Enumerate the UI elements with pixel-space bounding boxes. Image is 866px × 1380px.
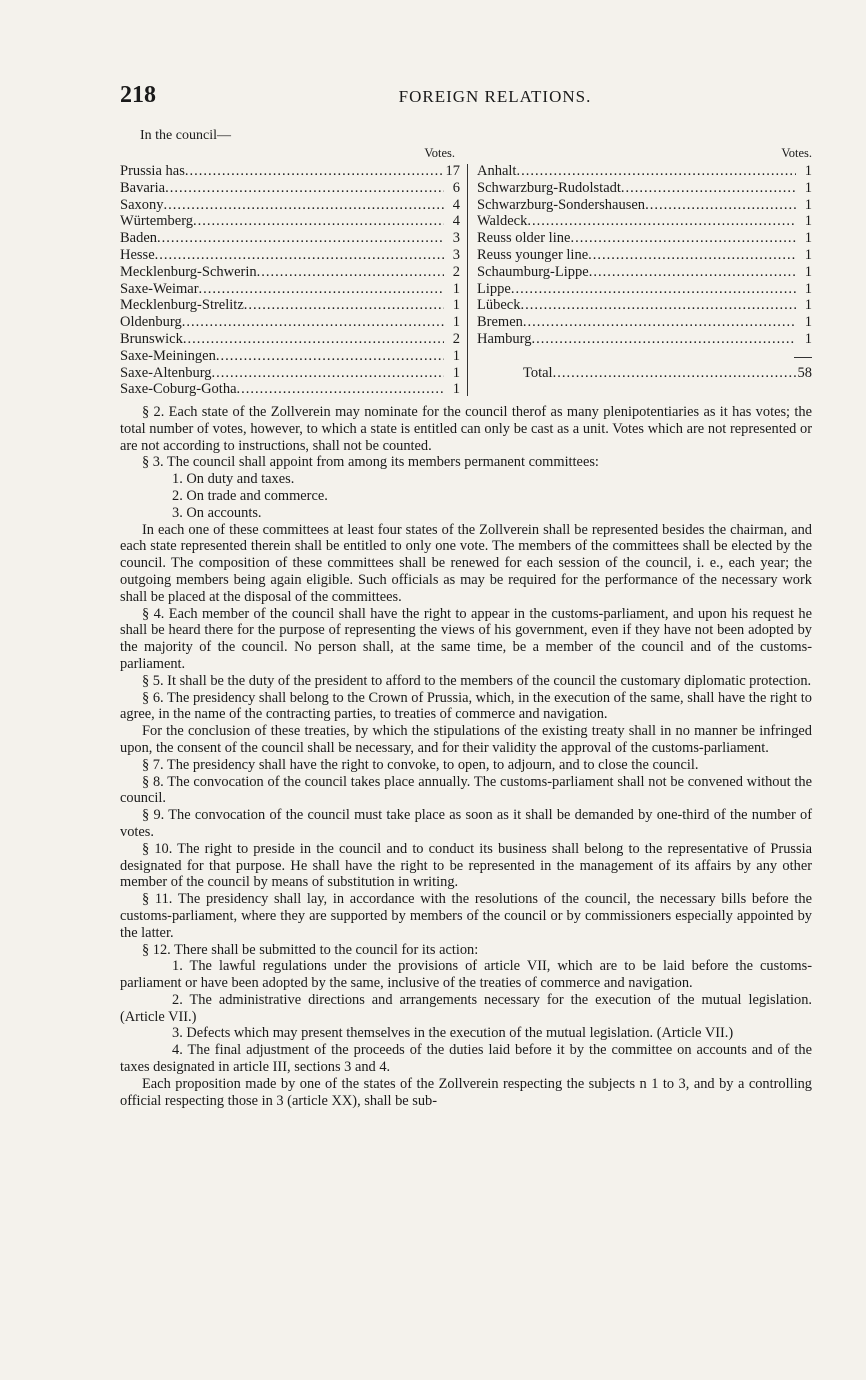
leader-dots <box>212 365 444 382</box>
leader-dots <box>589 264 796 281</box>
state-vote-row <box>477 213 812 230</box>
running-title: FOREIGN RELATIONS. <box>398 87 592 106</box>
state-name: Hesse <box>120 246 155 263</box>
vote-count: 1 <box>804 297 812 314</box>
state-vote-row <box>477 230 812 247</box>
votes-column-header: Votes. <box>424 146 455 160</box>
paragraph: 3. Defects which may present themselves in the execution of the mutual legislation. (Article VII.) <box>172 1025 734 1042</box>
leader-dots <box>164 197 445 214</box>
state-vote-row <box>477 163 812 180</box>
state-name: Baden <box>120 230 158 247</box>
state-name: Reuss older line <box>477 230 571 247</box>
state-name: Mecklenburg-Schwerin <box>120 263 257 280</box>
list-item: 2. On trade and commerce. <box>172 487 328 504</box>
vote-count: 1 <box>804 179 812 196</box>
leader-dots <box>645 197 796 214</box>
total-votes: 58 <box>797 364 812 381</box>
vote-count: 1 <box>804 230 812 247</box>
leader-dots <box>553 365 796 382</box>
leader-dots <box>516 163 796 180</box>
total-label: Total <box>523 364 553 381</box>
paragraph: § 2. Each state of the Zollverein may nominate for the council therof as many plenipotentiaries as it has votes; the total number of votes, however, to which a state is entitled can only be cast as a unit. Votes which are not represented or are not according to instructions, shall not be counted. <box>120 404 812 454</box>
paragraph: For the conclusion of these treaties, by which the stipulations of the existing treaty shall in no manner be infringed upon, the consent of the council shall be necessary, and for their validity the approval of the customs-parliament. <box>120 723 812 756</box>
leader-dots <box>621 180 796 197</box>
leader-dots <box>182 314 444 331</box>
state-name: Bavaria <box>120 179 166 196</box>
vote-count: 2 <box>452 263 460 280</box>
paragraph: § 5. It shall be the duty of the president to afford to the members of the council the customary diplomatic protection. <box>142 672 812 689</box>
state-name: Brunswick <box>120 330 183 347</box>
state-name: Würtemberg <box>120 213 194 230</box>
vote-count: 1 <box>804 213 812 230</box>
state-name: Saxe-Weimar <box>120 280 199 297</box>
vote-count: 4 <box>452 196 460 213</box>
vote-count: 4 <box>452 213 460 230</box>
leader-dots <box>155 247 444 264</box>
leader-dots <box>199 281 444 298</box>
vote-count: 1 <box>452 347 460 364</box>
votes-column-left <box>120 146 460 398</box>
vote-count: 1 <box>452 364 460 381</box>
vote-count: 3 <box>452 230 460 247</box>
leader-dots <box>570 230 796 247</box>
vote-count: 1 <box>804 280 812 297</box>
vote-count: 2 <box>452 330 460 347</box>
vote-count: 17 <box>445 163 460 179</box>
leader-dots <box>532 331 796 348</box>
leader-dots <box>165 180 444 197</box>
paragraph: § 3. The council shall appoint from among its members permanent committees: <box>142 454 599 471</box>
state-vote-row <box>120 197 460 214</box>
state-name: Saxe-Coburg-Gotha <box>120 381 237 398</box>
vote-count: 1 <box>804 163 812 179</box>
state-name: Bremen <box>477 314 523 331</box>
state-name: Prussia has <box>120 163 185 179</box>
state-vote-row <box>120 314 460 331</box>
leader-dots <box>244 297 444 314</box>
paragraph: § 7. The presidency shall have the right to convoke, to open, to adjourn, and to close the council. <box>142 756 699 773</box>
state-name: Schwarzburg-Sondershausen <box>477 196 646 213</box>
state-vote-row <box>120 264 460 281</box>
vote-count: 1 <box>804 246 812 263</box>
paragraph: § 10. The right to preside in the council and to conduct its business shall belong to the representative of Prussia designated for that purpose. He shall have the right to be represented in the management of its affairs by any other member of the council by means of substitution in writing. <box>120 840 812 891</box>
leader-dots <box>237 381 444 398</box>
state-vote-row <box>120 381 460 398</box>
paragraph: 4. The final adjustment of the proceeds of the duties laid before it by the committee on accounts and of the taxes designated in article III, sections 3 and 4. <box>120 1042 812 1076</box>
state-vote-row <box>120 365 460 382</box>
paragraph: In each one of these committees at least four states of the Zollverein shall be represented besides the chairman, and each state represented therein shall be entitled to only one vote. The members of the committees shall be elected by the council. The composition of these committees shall be renewed for each session of the council, i. e., each year; the outgoing members being again eligible. Such officials as may be required for the performance of the necessary work shall be placed at the disposal of the committees. <box>120 521 812 605</box>
paragraph: § 6. The presidency shall belong to the Crown of Prussia, which, in the execution of the same, shall have the right to agree, in the name of the contracting parties, to treaties of commerce and navigation. <box>120 689 812 723</box>
votes-column-right <box>477 146 812 381</box>
vote-count: 6 <box>452 179 460 196</box>
state-vote-row <box>477 314 812 331</box>
state-vote-row <box>477 264 812 281</box>
state-vote-row <box>120 348 460 365</box>
state-vote-row <box>477 331 812 348</box>
state-name: Anhalt <box>477 163 517 179</box>
state-name: Saxony <box>120 196 164 213</box>
state-name: Lippe <box>477 280 511 297</box>
paragraph: § 9. The convocation of the council must take place as soon as it shall be demanded by one-third of the number of votes. <box>120 807 812 840</box>
votes-table <box>120 146 812 398</box>
state-vote-row <box>120 281 460 298</box>
state-vote-row <box>120 247 460 264</box>
state-name: Oldenburg <box>120 314 182 331</box>
state-name: Lübeck <box>477 297 521 314</box>
state-name: Schaumburg-Lippe <box>477 263 589 280</box>
state-vote-row <box>477 297 812 314</box>
paragraph: § 11. The presidency shall lay, in accordance with the resolutions of the council, the necessary bills before the customs-parliament, where they are supported by members of the council or by commissioners especially appointed by the latter. <box>120 891 812 941</box>
vote-count: 1 <box>804 314 812 331</box>
list-item: 3. On accounts. <box>172 504 262 521</box>
paragraph: 1. The lawful regulations under the provisions of article VII, which are to be laid before the customs-parliament or have been adopted by the same, inclusive of the treaties of commerce and navigation. <box>120 958 812 992</box>
page-number: 218 <box>120 82 156 108</box>
column-divider <box>467 164 468 396</box>
state-vote-row <box>477 197 812 214</box>
paragraph: Each proposition made by one of the states of the Zollverein respecting the subjects n 1 to 3, and by a controlling official respecting those in 3 (article XX), shall be sub- <box>120 1075 812 1109</box>
state-name: Saxe-Meiningen <box>120 347 216 364</box>
paragraph: § 8. The convocation of the council takes place annually. The customs-parliament shall not be convened without the council. <box>120 773 812 807</box>
leader-dots <box>185 163 444 180</box>
state-name: Reuss younger line <box>477 246 589 263</box>
state-vote-row <box>120 331 460 348</box>
page-header <box>120 82 810 112</box>
state-vote-row <box>120 213 460 230</box>
leader-dots <box>588 247 796 264</box>
state-vote-row <box>477 247 812 264</box>
leader-dots <box>527 213 796 230</box>
state-name: Schwarzburg-Rudolstadt <box>477 179 621 196</box>
paragraph: § 4. Each member of the council shall have the right to appear in the customs-parliament, and upon his request he shall be heard there for the purpose of representing the views of his government, even if they have not been adopted by the majority of the council. No person shall, at the same time, be a member of the council and of the customs-parliament. <box>120 605 812 672</box>
state-name: Waldeck <box>477 213 528 230</box>
leader-dots <box>257 264 444 281</box>
vote-count: 1 <box>452 280 460 297</box>
vote-count: 3 <box>452 246 460 263</box>
vote-count: 1 <box>452 381 460 398</box>
state-vote-row <box>477 281 812 298</box>
vote-count: 1 <box>804 263 812 280</box>
total-row <box>477 365 812 382</box>
paragraph: 2. The administrative directions and arrangements necessary for the execution of the mutual legislation. (Article VII.) <box>120 991 812 1025</box>
state-name: Saxe-Altenburg <box>120 364 212 381</box>
leader-dots <box>183 331 444 348</box>
vote-count: 1 <box>452 297 460 314</box>
state-name: Mecklenburg-Strelitz <box>120 297 244 314</box>
leader-dots <box>520 297 796 314</box>
leader-dots <box>523 314 796 331</box>
body-text <box>120 404 812 1109</box>
paragraph: § 12. There shall be submitted to the council for its action: <box>142 941 479 958</box>
state-vote-row <box>120 297 460 314</box>
state-name: Hamburg <box>477 330 532 347</box>
state-vote-row <box>120 163 460 180</box>
leader-dots <box>157 230 444 247</box>
state-vote-row <box>477 180 812 197</box>
state-vote-row <box>120 230 460 247</box>
leader-dots <box>216 348 444 365</box>
state-vote-row <box>120 180 460 197</box>
vote-count: 1 <box>804 196 812 213</box>
total-rule <box>477 348 812 365</box>
vote-count: 1 <box>804 330 812 347</box>
leader-dots <box>511 281 796 298</box>
votes-column-header: Votes. <box>781 146 812 160</box>
intro-line: In the council— <box>140 128 231 143</box>
leader-dots <box>193 213 444 230</box>
list-item: 1. On duty and taxes. <box>172 471 295 488</box>
vote-count: 1 <box>452 314 460 331</box>
